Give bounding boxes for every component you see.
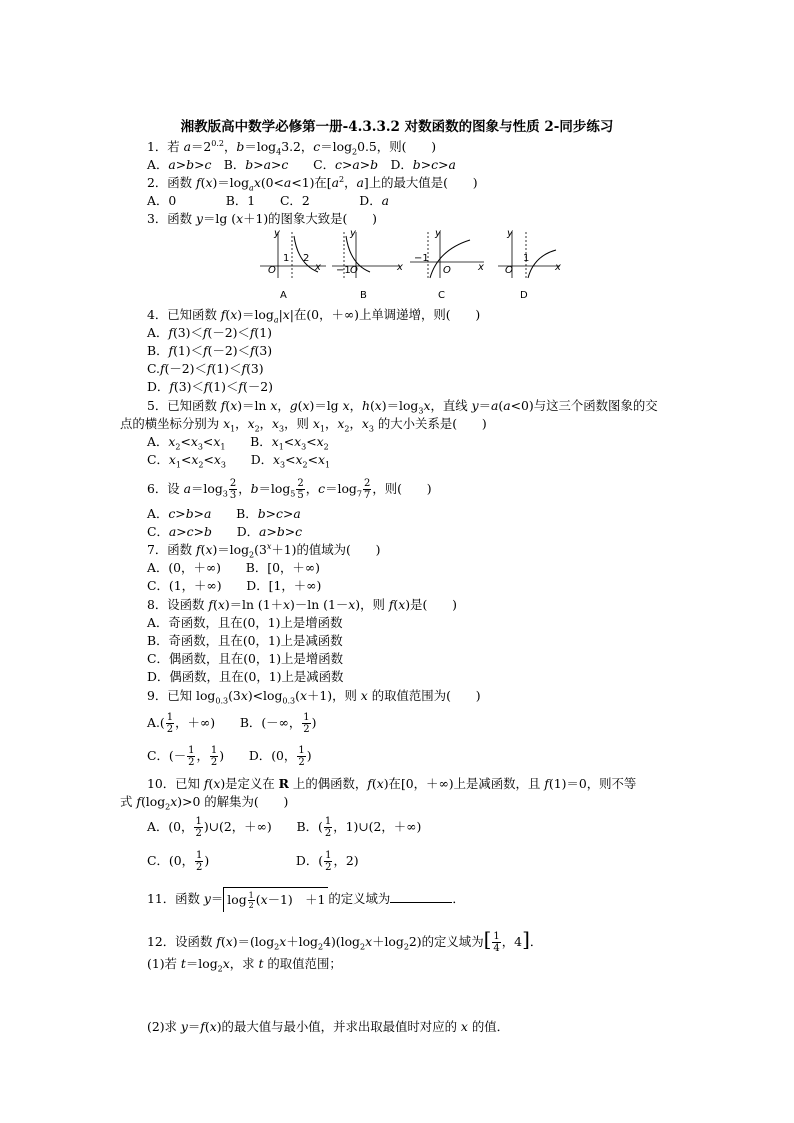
q9-options-cd: C．(－ $\frac{1}{2}$ ， $\frac{1}{2}$ ) D．(0， $\frac{1}{2}$ ) [147, 745, 312, 768]
q12-stem: 12．设函数 $f(x)=(\log_2x+\log_24)(\log_2x+\log_22)$的定义域为[ $\frac{1}{4}$ ，4]． [147, 927, 543, 954]
q4-option-b: B．f(1)＜f(－2)＜f(3) [147, 343, 273, 358]
q9-options-ab: A.( $\frac{1}{2}$ ，＋∞) B．(－∞， $\frac{1}{2}$ ) [147, 712, 317, 735]
q4-option-d: D．f(3)＜f(1)＜f(－2) [147, 379, 273, 394]
q7-options-ab: A．(0，＋∞) B．[0，＋∞) [147, 560, 320, 575]
q10-options-cd: C．(0， $\frac{1}{2}$ ) D．( $\frac{1}{2}$ ，2) [147, 850, 359, 873]
q7-stem: 7．函数 $f(x)=\log_2(3^x+1)$的值域为( ) [147, 541, 381, 560]
graph-c-label: C [438, 290, 445, 301]
q8-option-d: D．偶函数，且在(0，1)上是减函数 [147, 669, 344, 684]
q10-line1: 10．已知 f(x)是定义在 R 上的偶函数，f(x)在[0，＋∞)上是减函数，且 f(1)＝0，则不等 [147, 776, 637, 791]
q9-stem: 9．已知 $\log_{0.3}(3x)<\log_{0.3}(x+1)$，则 x 的取值范围为( ) [147, 688, 481, 706]
q1-options: A．a>b>c B．b>a>c C．c>a>b D．b>c>a [147, 157, 456, 172]
q5-options-cd: C．$x_1<x_2<x_3$ D．$x_3<x_2<x_1$ [147, 452, 331, 470]
q2-stem: 2．函数 $f(x)=\log_ax(0<a<1)$在[$a^2$，a]上的最大值是( ) [147, 174, 478, 193]
q12-part2: (2)求 y＝f(x)的最大值与最小值，并求出取最值时对应的 x 的值． [147, 1019, 510, 1034]
q5-options-ab: A．$x_2<x_3<x_1$ B．$x_1<x_3<x_2$ [147, 434, 329, 452]
q6-options-ab: A．c>b>a B．b>c>a [147, 506, 301, 521]
q12-part1: (1)若 $t=\log_2x$，求 t 的取值范围； [147, 956, 342, 974]
q6-options-cd: C．a>c>b D．a>b>c [147, 524, 303, 539]
q4-stem: 4．已知函数 $f(x)=\log_a|x|$在(0，＋∞)上单调递增，则( ) [147, 307, 481, 325]
q7-options-cd: C．(1，＋∞) D．[1，＋∞) [147, 578, 322, 593]
q5-line1: 5．已知函数 f(x)＝ln x，g(x)＝lg x，$h(x)=\log_3x$，直线 y＝a(a<0)与这三个函数图象的交 [147, 398, 658, 416]
graph-d-label: D [520, 290, 528, 301]
q6-stem: 6．设 $a=\log_3$ $\frac{2}{3}$ ，$b=\log_5$ $\frac{2}{5}$ ，$c=\log_7$ $\frac{2}{7}$ ，则( ) [147, 478, 432, 501]
q1-stem: 1．若 $a=2^{0.2}$，$b=\log_43.2$，$c=\log_20.5$，则( ) [147, 138, 437, 157]
q8-option-b: B．奇函数，且在(0，1)上是减函数 [147, 633, 343, 648]
q4-option-c: C.f(－2)＜f(1)＜f(3) [147, 361, 264, 376]
q8-stem: 8．设函数 f(x)＝ln (1＋x)－ln (1－x)，则 f(x)是( ) [147, 597, 457, 612]
q3-stem: 3．函数 y＝lg (x＋1)的图象大致是( ) [147, 211, 377, 226]
q10-options-ab: A．(0， $\frac{1}{2}$ )∪(2，＋∞) B．( $\frac{1}{2}$ ，1)∪(2，＋∞) [147, 816, 422, 839]
graph-b-label: B [360, 290, 367, 301]
page-title: 湘教版高中数学必修第一册-4.3.3.2 对数函数的图象与性质 2-同步练习 [180, 119, 614, 135]
q4-option-a: A．f(3)＜f(－2)＜f(1) [147, 325, 272, 340]
graph-a-label: A [280, 290, 287, 301]
q2-options: A．0 B．1 C．2 D．a [147, 193, 389, 208]
q11-stem: 11．函数 y＝ log $\frac{1}{2}$ (x－1) ＋1 的定义域为 ． [147, 886, 465, 912]
q5-line2: 点的横坐标分别为 $x_1$，$x_2$，$x_3$，则 $x_1$，$x_2$，$x_3$ 的大小关系是( ) [120, 416, 487, 434]
q10-line2: 式 $f(\log_2x)>0$ 的解集为( ) [120, 794, 289, 812]
q8-option-c: C．偶函数，且在(0，1)上是增函数 [147, 651, 343, 666]
q8-option-a: A．奇函数，且在(0，1)上是增函数 [147, 615, 343, 630]
